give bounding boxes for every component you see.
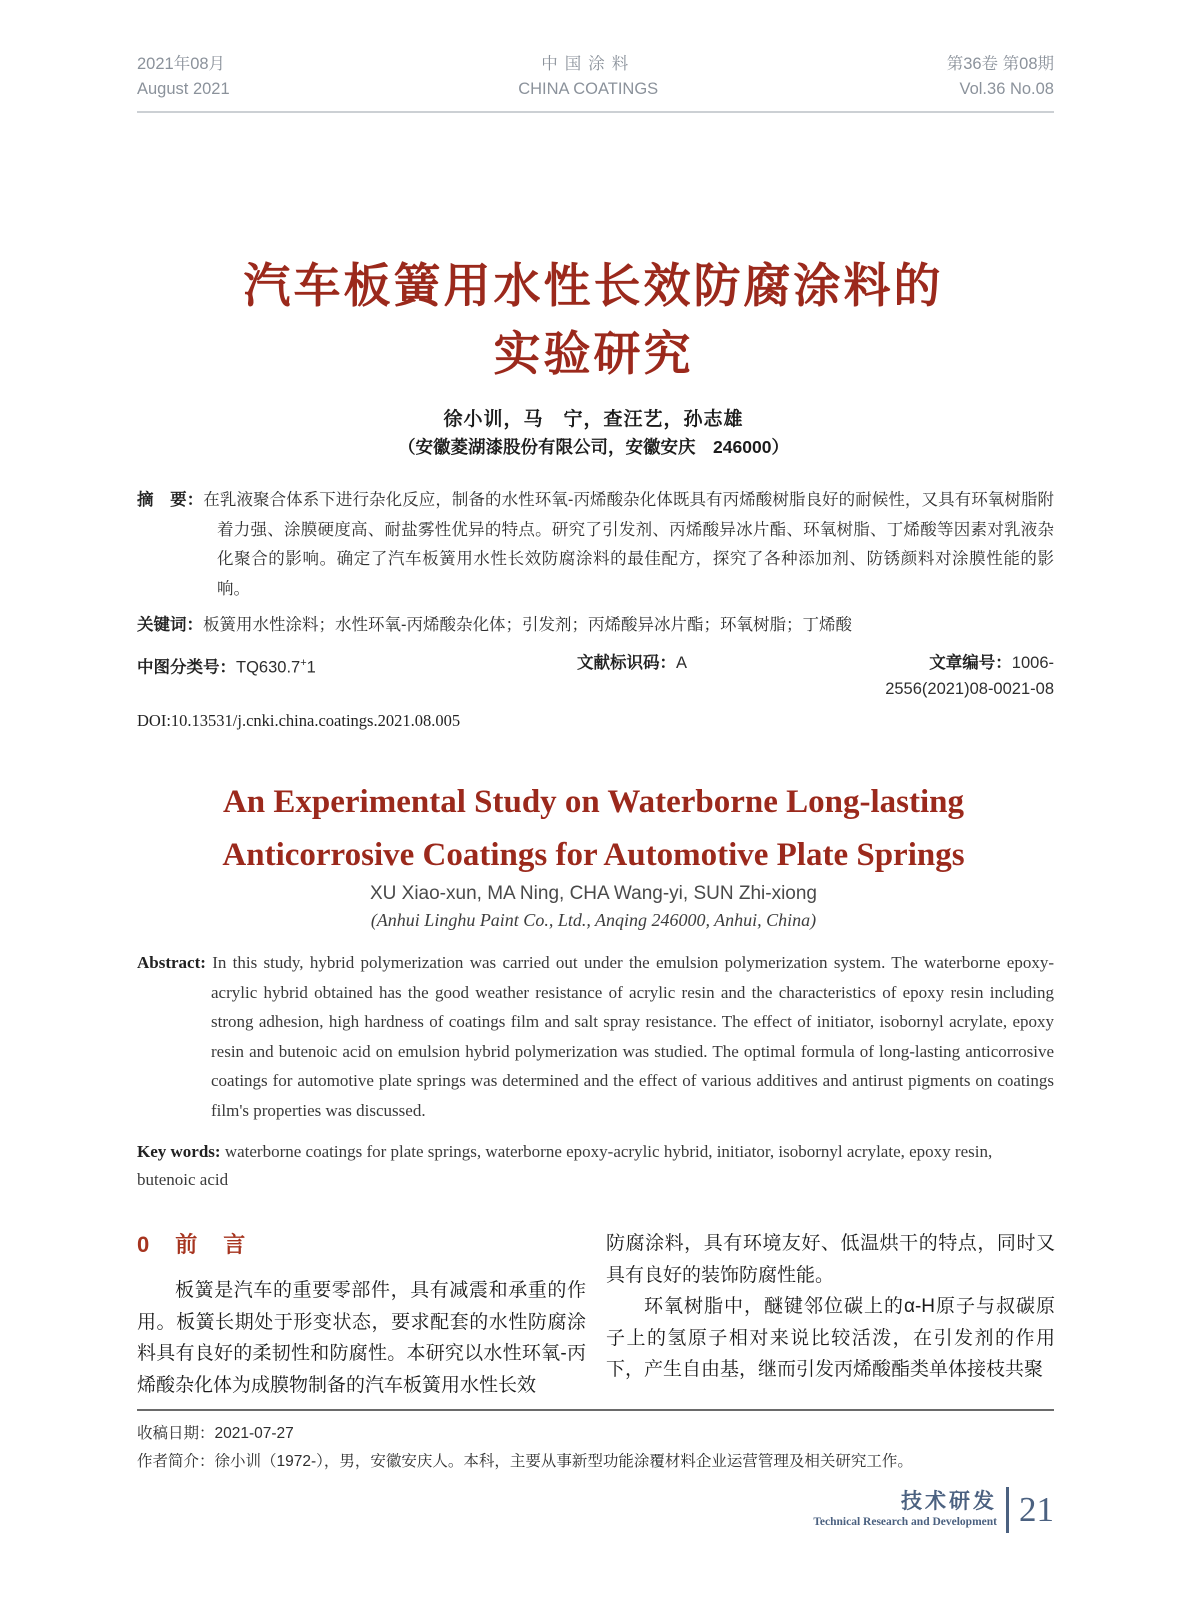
doi: DOI:10.13531/j.cnki.china.coatings.2021.08.005 bbox=[137, 711, 461, 730]
body-column-left bbox=[137, 1228, 586, 1401]
footnote-block bbox=[137, 1409, 1054, 1475]
affiliation-en: (Anhui Linghu Paint Co., Ltd., Anqing 246000, Anhui, China) bbox=[370, 910, 817, 930]
header-issue-cn: 第36卷 第08期 bbox=[946, 55, 1054, 73]
body-column-right bbox=[606, 1228, 1055, 1386]
article-title-en-line1: An Experimental Study on Waterborne Long-lasting bbox=[222, 784, 965, 820]
article-title-cn bbox=[0, 252, 1187, 388]
affiliation-cn: （安徽菱湖漆股份有限公司，安徽安庆 246000） bbox=[398, 437, 789, 457]
classification-line bbox=[137, 650, 1054, 702]
clc-sup: + bbox=[300, 657, 307, 669]
header-date-en: August 2021 bbox=[137, 79, 230, 98]
article-title-en-line2: Anticorrosive Coatings for Automotive Plate Springs bbox=[222, 837, 965, 873]
clc-suffix: 1 bbox=[306, 658, 316, 677]
abstract-cn-label: 摘 要： bbox=[137, 491, 204, 509]
abstract-cn bbox=[137, 486, 1054, 604]
article-title-cn-line1: 汽车板簧用水性长效防腐涂料的 bbox=[243, 259, 944, 312]
footer-divider bbox=[1006, 1487, 1009, 1533]
doc-code-value: A bbox=[676, 654, 688, 672]
clc-label: 中图分类号： bbox=[137, 658, 236, 677]
keywords-en bbox=[137, 1138, 1054, 1194]
keywords-en-text: waterborne coatings for plate springs, waterborne epoxy-acrylic hybrid, initiator, isobornyl acrylate, epoxy resin, butenoic acid bbox=[137, 1142, 993, 1189]
header-date-cn: 2021年08月 bbox=[137, 55, 226, 73]
article-id bbox=[862, 650, 1054, 702]
abstract-en bbox=[137, 948, 1054, 1125]
abstract-en-label: Abstract: bbox=[137, 953, 206, 972]
header-issue bbox=[947, 52, 1054, 102]
journal-header bbox=[137, 52, 1054, 113]
keywords-cn bbox=[137, 611, 1054, 639]
section-heading bbox=[137, 1228, 586, 1259]
page-number: 21 bbox=[1019, 1490, 1054, 1529]
english-meta-block bbox=[137, 948, 1054, 1194]
header-journal-cn: 中国涂料 bbox=[541, 55, 636, 73]
keywords-cn-text: 板簧用水性涂料；水性环氧-丙烯酸杂化体；引发剂；丙烯酸异冰片酯；环氧树脂；丁烯酸 bbox=[203, 616, 852, 634]
doc-code bbox=[577, 650, 862, 702]
abstract-cn-text: 在乳液聚合体系下进行杂化反应，制备的水性环氧-丙烯酸杂化体既具有丙烯酸树脂良好的耐候性，又具有环氧树脂附着力强、涂膜硬度高、耐盐雾性优异的特点。研究了引发剂、丙烯酸异冰片酯、环氧树脂、丁烯酸等因素对乳液杂化聚合的影响。确定了汽车板簧用水性长效防腐涂料的最佳配方，探究了各种添加剂、防锈颜料对涂膜性能的影响。 bbox=[203, 491, 1055, 598]
authors-en: XU Xiao-xun, MA Ning, CHA Wang-yi, SUN Zhi-xiong bbox=[369, 883, 817, 904]
header-date bbox=[137, 52, 230, 102]
article-id-label: 文章编号： bbox=[929, 654, 1012, 672]
section-title: 前 言 bbox=[175, 1232, 248, 1257]
page-footer bbox=[813, 1487, 1054, 1533]
body-paragraph: 环氧树脂中，醚键邻位碳上的α-H原子与叔碳原子上的氢原子相对来说比较活泼，在引发剂的作用下，产生自由基，继而引发丙烯酸酯类单体接枝共聚 bbox=[606, 1296, 1055, 1380]
header-journal-en: CHINA COATINGS bbox=[518, 79, 659, 98]
abstract-en-text: In this study, hybrid polymerization was carried out under the emulsion polymerization system. The waterborne epoxy-acrylic hybrid obtained has the good weather resistance of acrylic resin and the characteristics of epoxy resin including strong adhesion, high hardness of coatings film and salt spray resistance. The effect of initiator, isobornyl acrylate, epoxy resin and butenoic acid on emulsion hybrid polymerization was studied. The optimal formula of long-lasting anticorrosive coatings for automotive plate springs was determined and the effect of various additives and antirust pigments on coatings film's properties was discussed. bbox=[211, 953, 1054, 1120]
doc-code-label: 文献标识码： bbox=[577, 654, 676, 672]
footer-category-cn: 技术研发 bbox=[901, 1490, 997, 1513]
article-title-en bbox=[0, 776, 1187, 882]
body-paragraph: 板簧是汽车的重要零部件，具有减震和承重的作用。板簧长期处于形变状态，要求配套的水性防腐涂料具有良好的柔韧性和防腐性。本研究以水性环氧-丙烯酸杂化体为成膜物制备的汽车板簧用水性长效 bbox=[137, 1280, 586, 1396]
section-number: 0 bbox=[137, 1232, 150, 1257]
header-journal bbox=[518, 52, 658, 102]
keywords-cn-label: 关键词： bbox=[137, 616, 203, 634]
header-issue-en: Vol.36 No.08 bbox=[959, 79, 1054, 98]
keywords-en-label: Key words: bbox=[137, 1142, 221, 1161]
clc-value: TQ630.7 bbox=[236, 658, 301, 677]
article-id-value: 1006-2556(2021)08-0021-08 bbox=[885, 654, 1054, 698]
author-bio: 作者简介：徐小训（1972-），男，安徽安庆人。本科，主要从事新型功能涂覆材料企业运营管理及相关研究工作。 bbox=[137, 1452, 913, 1470]
chinese-meta-block bbox=[137, 486, 1054, 731]
article-title-cn-line2: 实验研究 bbox=[493, 327, 694, 380]
footer-category-en: Technical Research and Development bbox=[813, 1516, 997, 1528]
footer-category bbox=[813, 1490, 997, 1530]
body-paragraph: 防腐涂料，具有环境友好、低温烘干的特点，同时又具有良好的装饰防腐性能。 bbox=[606, 1233, 1055, 1286]
authors-cn: 徐小训，马 宁，查汪艺，孙志雄 bbox=[443, 409, 744, 430]
clc-number bbox=[137, 650, 577, 702]
received-date: 收稿日期：2021-07-27 bbox=[137, 1425, 294, 1442]
